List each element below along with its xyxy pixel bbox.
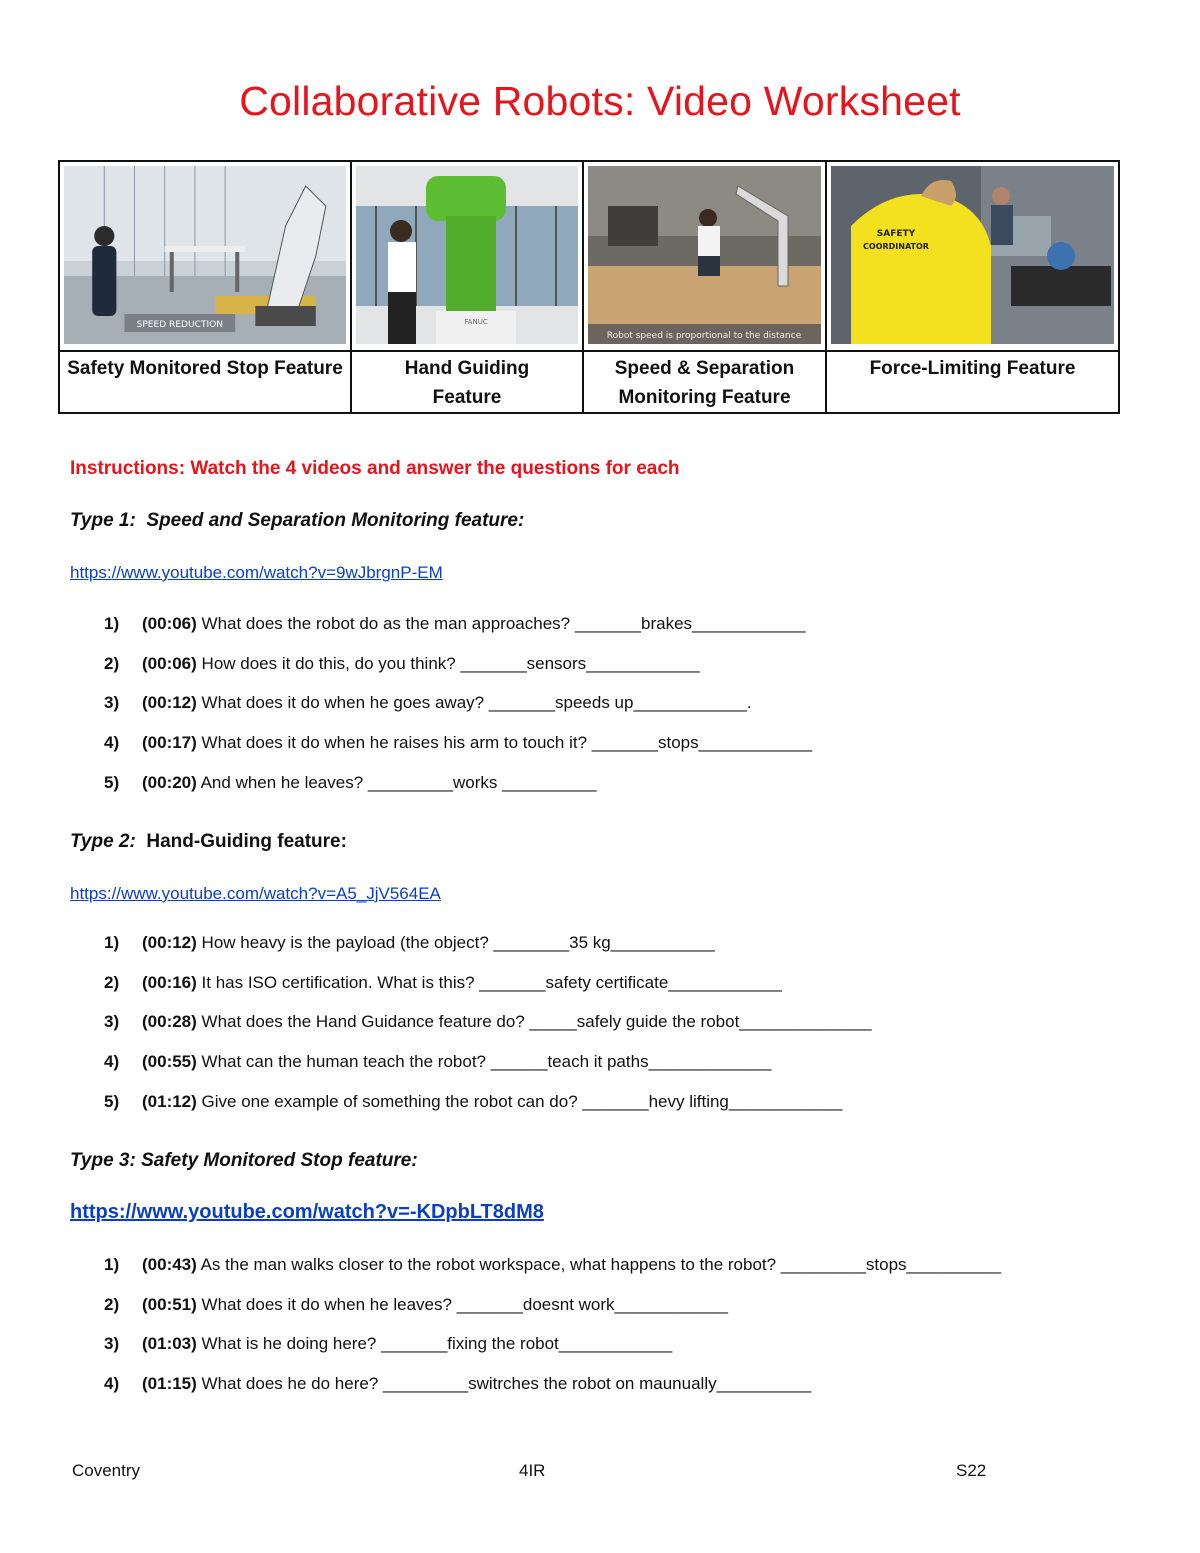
- question-item: 1) (00:12) How heavy is the payload (the object? ________35 kg___________: [104, 933, 715, 952]
- safety-monitored-stop-image: [64, 166, 346, 344]
- type-2-video-link[interactable]: https://www.youtube.com/watch?v=A5_JjV564EA: [70, 884, 441, 903]
- feature-caption: Force-Limiting Feature: [826, 351, 1119, 413]
- question-item: 3) (00:12) What does it do when he goes away? _______speeds up____________.: [104, 693, 752, 712]
- question-item: 1) (00:06) What does the robot do as the man approaches? _______brakes____________: [104, 614, 806, 633]
- svg-text:SAFETY: SAFETY: [876, 229, 916, 239]
- type-1-video-link[interactable]: https://www.youtube.com/watch?v=9wJbrgnP-EM: [70, 563, 443, 582]
- instructions: Instructions: Watch the 4 videos and answer the questions for each: [70, 458, 680, 479]
- svg-text:Robot speed is proportional to: Robot speed is proportional to the distance: [606, 331, 802, 341]
- footer-center: 4IR: [519, 1461, 546, 1480]
- question-item: 3) (00:28) What does the Hand Guidance feature do? _____safely guide the robot______________: [104, 1012, 872, 1031]
- feature-table: [58, 160, 1120, 414]
- speed-separation-image: [588, 166, 821, 344]
- question-item: 5) (00:20) And when he leaves? _________works __________: [104, 773, 597, 792]
- question-item: 4) (01:15) What does he do here? _________switrches the robot on maunually__________: [104, 1374, 812, 1393]
- question-item: 4) (00:55) What can the human teach the robot? ______teach it paths_____________: [104, 1052, 772, 1071]
- question-item: 2) (00:51) What does it do when he leaves? _______doesnt work____________: [104, 1295, 728, 1314]
- force-limiting-image: [831, 166, 1114, 344]
- feature-caption: Safety Monitored Stop Feature: [59, 351, 351, 413]
- svg-text:SPEED REDUCTION: SPEED REDUCTION: [136, 320, 224, 330]
- question-item: 4) (00:17) What does it do when he raises his arm to touch it? _______stops____________: [104, 733, 813, 752]
- feature-caption: Speed & Separation Monitoring Feature: [583, 351, 826, 413]
- question-item: 2) (00:06) How does it do this, do you think? _______sensors____________: [104, 654, 700, 673]
- type-1-heading: Type 1: Speed and Separation Monitoring feature:: [70, 510, 525, 531]
- footer-left: Coventry: [72, 1461, 141, 1480]
- svg-text:COORDINATOR: COORDINATOR: [863, 242, 929, 251]
- question-item: 1) (00:43) As the man walks closer to the robot workspace, what happens to the robot? _________stops__________: [104, 1255, 1002, 1274]
- svg-text:FANUC: FANUC: [464, 318, 488, 326]
- footer-right: S22: [956, 1461, 987, 1480]
- page-title: Collaborative Robots: Video Worksheet: [239, 78, 961, 124]
- type-3-heading: Type 3: Safety Monitored Stop feature:: [70, 1150, 418, 1171]
- question-item: 3) (01:03) What is he doing here? _______fixing the robot____________: [104, 1334, 673, 1353]
- hand-guiding-image: [356, 166, 578, 344]
- question-item: 2) (00:16) It has ISO certification. What is this? _______safety certificate____________: [104, 973, 782, 992]
- feature-caption: Hand Guiding Feature: [351, 351, 583, 413]
- question-item: 5) (01:12) Give one example of something the robot can do? _______hevy lifting____________: [104, 1092, 843, 1111]
- type-3-video-link[interactable]: https://www.youtube.com/watch?v=-KDpbLT8dM8: [70, 1201, 544, 1223]
- type-2-heading: Type 2: Hand-Guiding feature:: [70, 831, 347, 852]
